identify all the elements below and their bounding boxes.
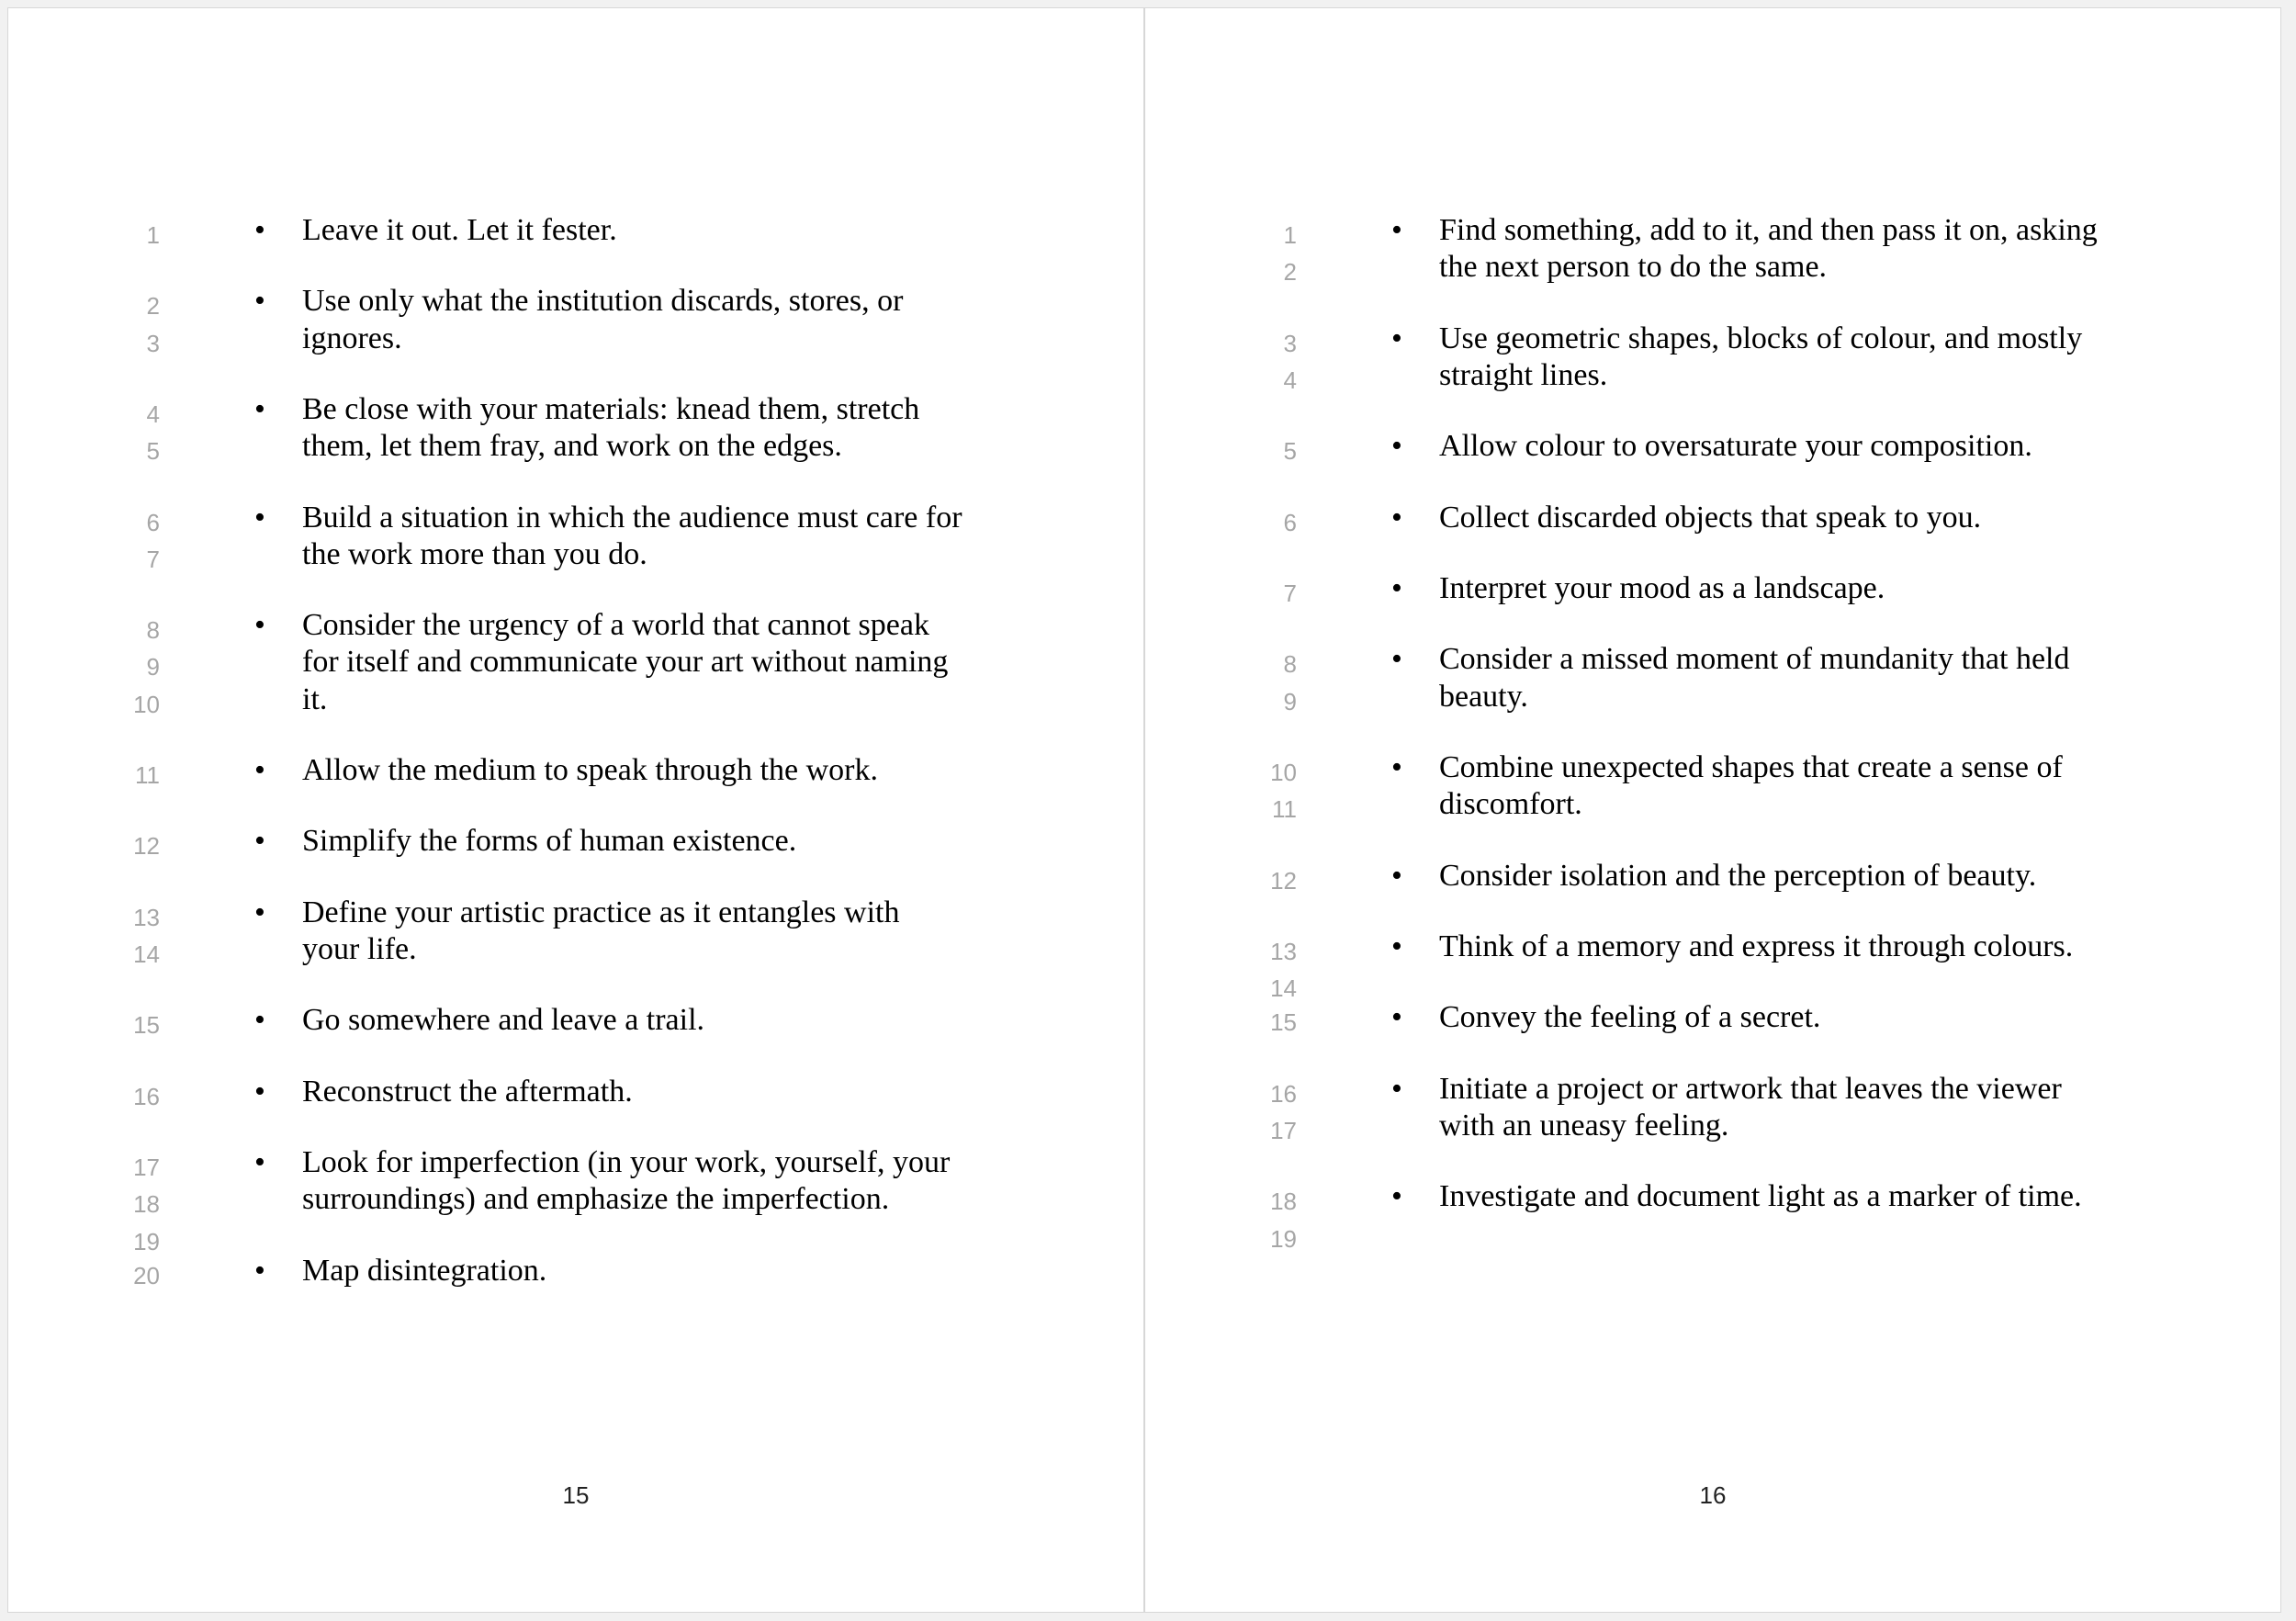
line-number: 6 [1283, 508, 1297, 536]
list-item [8, 1074, 1143, 1110]
line-numbers [1223, 1178, 1297, 1252]
line-number: 1 [146, 221, 160, 249]
bullet-icon: • [254, 284, 265, 319]
list-item [1145, 500, 2280, 536]
bullet-icon: • [1391, 1179, 1402, 1214]
line-number: 5 [146, 437, 160, 466]
list-item [1145, 749, 2280, 823]
line-number: 17 [133, 1154, 160, 1182]
line-numbers [86, 391, 160, 465]
line-number: 5 [1283, 437, 1297, 466]
list-item [1145, 929, 2280, 1003]
bullet-icon: • [254, 752, 265, 787]
line-number: 6 [146, 508, 160, 536]
item-text: Be close with your materials: knead them, stretch them, let them fray, and work on the edges. [302, 391, 920, 464]
line-number: 14 [1270, 974, 1297, 1003]
line-numbers [86, 1253, 160, 1289]
line-number: 2 [1283, 258, 1297, 287]
line-number: 11 [135, 760, 160, 789]
item-text: Interpret your mood as a landscape. [1439, 570, 1885, 605]
prompt-list [1145, 212, 2280, 1253]
page-16 [1144, 7, 2281, 1613]
list-item [8, 1002, 1143, 1039]
item-text: Allow the medium to speak through the work. [302, 752, 879, 787]
line-number: 13 [133, 903, 160, 931]
line-number: 20 [133, 1261, 160, 1289]
item-text: Simplify the forms of human existence. [302, 824, 797, 859]
line-number: 1 [1283, 221, 1297, 249]
line-number: 18 [133, 1190, 160, 1219]
list-item [8, 607, 1143, 718]
line-number: 4 [1283, 366, 1297, 394]
line-number: 11 [1272, 795, 1297, 824]
line-numbers [86, 1074, 160, 1110]
bullet-icon: • [1391, 858, 1402, 893]
line-number: 12 [1270, 866, 1297, 895]
list-item [8, 212, 1143, 249]
item-text: Think of a memory and express it through colours. [1439, 929, 2074, 963]
bullet-icon: • [1391, 1071, 1402, 1106]
line-numbers [86, 212, 160, 249]
bullet-icon: • [254, 1003, 265, 1038]
list-item [1145, 212, 2280, 286]
item-text: Reconstruct the aftermath. [302, 1074, 633, 1109]
list-item [8, 895, 1143, 968]
line-number: 9 [1283, 687, 1297, 715]
line-number: 15 [1270, 1008, 1297, 1037]
list-item [1145, 1071, 2280, 1144]
line-numbers [86, 283, 160, 356]
page-number: 16 [1699, 1481, 1727, 1509]
list-item [8, 391, 1143, 465]
bullet-icon: • [1391, 929, 1402, 963]
line-numbers [86, 895, 160, 968]
item-text: Collect discarded objects that speak to you. [1439, 500, 1982, 535]
item-text: Combine unexpected shapes that create a sense of discomfort. [1439, 749, 2063, 822]
item-text: Build a situation in which the audience must care for the work more than you do. [302, 500, 962, 571]
line-number: 13 [1270, 937, 1297, 965]
item-text: Consider a missed moment of mundanity that held beauty. [1439, 642, 2070, 714]
bullet-icon: • [254, 391, 265, 426]
item-text: Consider the urgency of a world that cannot speak for itself and communicate your art without naming it. [302, 608, 949, 716]
line-number: 9 [146, 653, 160, 681]
item-text: Look for imperfection (in your work, yourself, your surroundings) and emphasize the imperfection. [302, 1145, 951, 1217]
bullet-icon: • [1391, 500, 1402, 535]
line-number: 7 [146, 545, 160, 573]
list-item [8, 752, 1143, 789]
line-number: 14 [133, 940, 160, 968]
line-number: 19 [1270, 1224, 1297, 1253]
bullet-icon: • [1391, 429, 1402, 464]
line-numbers [86, 823, 160, 860]
item-text: Map disintegration. [302, 1253, 547, 1288]
line-number: 10 [1270, 758, 1297, 786]
item-text: Find something, add to it, and then pass it on, asking the next person to do the same. [1439, 213, 2098, 285]
bullet-icon: • [254, 1145, 265, 1180]
line-number: 4 [146, 400, 160, 428]
item-text: Use only what the institution discards, stores, or ignores. [302, 284, 904, 355]
page-15 [7, 7, 1144, 1613]
bullet-icon: • [1391, 1000, 1402, 1035]
bullet-icon: • [254, 213, 265, 247]
line-numbers [1223, 500, 1297, 536]
prompt-list [8, 212, 1143, 1323]
item-text: Define your artistic practice as it entangles with your life. [302, 895, 900, 966]
list-item [8, 823, 1143, 860]
line-number: 19 [133, 1227, 160, 1255]
line-numbers [86, 1002, 160, 1039]
line-number: 2 [146, 292, 160, 321]
item-text: Allow colour to oversaturate your composition. [1439, 429, 2032, 464]
line-numbers [1223, 749, 1297, 823]
line-number: 8 [1283, 650, 1297, 679]
bullet-icon: • [1391, 642, 1402, 677]
line-number: 12 [133, 832, 160, 861]
bullet-icon: • [1391, 749, 1402, 784]
line-numbers [1223, 321, 1297, 394]
line-numbers [1223, 428, 1297, 465]
line-number: 7 [1283, 579, 1297, 607]
page-number: 15 [562, 1481, 590, 1509]
item-text: Use geometric shapes, blocks of colour, and mostly straight lines. [1439, 321, 2083, 392]
line-number: 16 [1270, 1079, 1297, 1108]
line-numbers [1223, 212, 1297, 286]
line-numbers [1223, 858, 1297, 895]
bullet-icon: • [254, 1253, 265, 1288]
list-item [1145, 570, 2280, 607]
item-text: Initiate a project or artwork that leaves the viewer with an uneasy feeling. [1439, 1071, 2062, 1143]
item-text: Go somewhere and leave a trail. [302, 1003, 705, 1038]
line-numbers [86, 500, 160, 573]
bullet-icon: • [254, 895, 265, 929]
line-numbers [86, 752, 160, 789]
line-number: 15 [133, 1011, 160, 1040]
line-numbers [1223, 641, 1297, 715]
line-number: 17 [1270, 1116, 1297, 1144]
bullet-icon: • [254, 608, 265, 643]
list-item [8, 1144, 1143, 1255]
line-number: 3 [146, 329, 160, 357]
item-text: Leave it out. Let it fester. [302, 213, 617, 247]
line-numbers [1223, 929, 1297, 1002]
line-number: 10 [133, 690, 160, 718]
list-item [1145, 641, 2280, 715]
line-numbers [86, 607, 160, 718]
bullet-icon: • [254, 1074, 265, 1109]
list-item [8, 283, 1143, 356]
line-numbers [1223, 570, 1297, 607]
list-item [8, 1253, 1143, 1289]
line-number: 16 [133, 1082, 160, 1110]
line-numbers [1223, 1071, 1297, 1144]
line-number: 18 [1270, 1188, 1297, 1216]
list-item [1145, 999, 2280, 1036]
list-item [1145, 428, 2280, 465]
list-item [1145, 1178, 2280, 1253]
bullet-icon: • [1391, 570, 1402, 605]
bullet-icon: • [254, 824, 265, 859]
line-number: 3 [1283, 329, 1297, 357]
item-text: Consider isolation and the perception of beauty. [1439, 858, 2037, 893]
line-numbers [1223, 999, 1297, 1036]
bullet-icon: • [1391, 213, 1402, 247]
list-item [8, 500, 1143, 573]
item-text: Investigate and document light as a marker of time. [1439, 1179, 2082, 1214]
list-item [1145, 321, 2280, 394]
bullet-icon: • [1391, 321, 1402, 355]
line-numbers [86, 1144, 160, 1255]
bullet-icon: • [254, 500, 265, 535]
line-number: 8 [146, 616, 160, 645]
list-item [1145, 858, 2280, 895]
item-text: Convey the feeling of a secret. [1439, 1000, 1821, 1035]
